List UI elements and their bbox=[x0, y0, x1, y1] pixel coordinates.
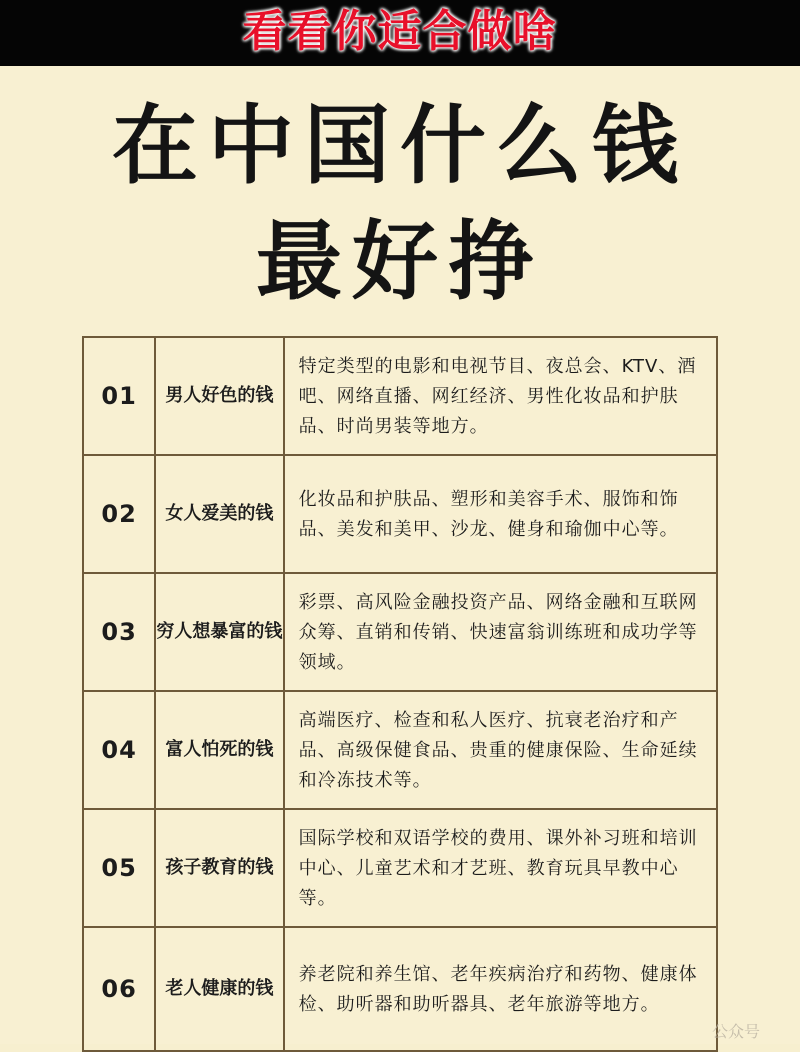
top-banner-title: 看看你适合做啥 bbox=[242, 6, 558, 57]
table-row bbox=[83, 573, 717, 691]
table-row bbox=[83, 337, 717, 455]
row-description: 特定类型的电影和电视节目、夜总会、KTV、酒吧、网络直播、网红经济、男性化妆品和护肤品、时尚男装等地方。 bbox=[284, 337, 717, 455]
row-number: 03 bbox=[83, 573, 155, 691]
row-description: 彩票、高风险金融投资产品、网络金融和互联网众筹、直销和传销、快速富翁训练班和成功学等领域。 bbox=[284, 573, 717, 691]
row-description: 养老院和养生馆、老年疾病治疗和药物、健康体检、助听器和助听器具、老年旅游等地方。 bbox=[284, 927, 717, 1051]
row-category: 富人怕死的钱 bbox=[155, 691, 283, 809]
table-row bbox=[83, 927, 717, 1051]
watermark: 公众号 bbox=[711, 1022, 760, 1041]
table-row bbox=[83, 809, 717, 927]
main-title-line-2: 最好挣 bbox=[256, 212, 544, 312]
main-title-line-1: 在中国什么钱 bbox=[112, 96, 688, 196]
row-number: 01 bbox=[83, 337, 155, 455]
money-table bbox=[82, 336, 718, 1052]
row-category: 老人健康的钱 bbox=[155, 927, 283, 1051]
row-category: 女人爱美的钱 bbox=[155, 455, 283, 573]
row-description: 国际学校和双语学校的费用、课外补习班和培训中心、儿童艺术和才艺班、教育玩具早教中心等。 bbox=[284, 809, 717, 927]
table-row bbox=[83, 691, 717, 809]
row-number: 04 bbox=[83, 691, 155, 809]
row-category: 穷人想暴富的钱 bbox=[155, 573, 283, 691]
row-description: 化妆品和护肤品、塑形和美容手术、服饰和饰品、美发和美甲、沙龙、健身和瑜伽中心等。 bbox=[284, 455, 717, 573]
row-category: 男人好色的钱 bbox=[155, 337, 283, 455]
row-number: 06 bbox=[83, 927, 155, 1051]
row-description: 高端医疗、检查和私人医疗、抗衰老治疗和产品、高级保健食品、贵重的健康保险、生命延续和冷冻技术等。 bbox=[284, 691, 717, 809]
row-category: 孩子教育的钱 bbox=[155, 809, 283, 927]
row-number: 02 bbox=[83, 455, 155, 573]
table-row bbox=[83, 455, 717, 573]
row-number: 05 bbox=[83, 809, 155, 927]
